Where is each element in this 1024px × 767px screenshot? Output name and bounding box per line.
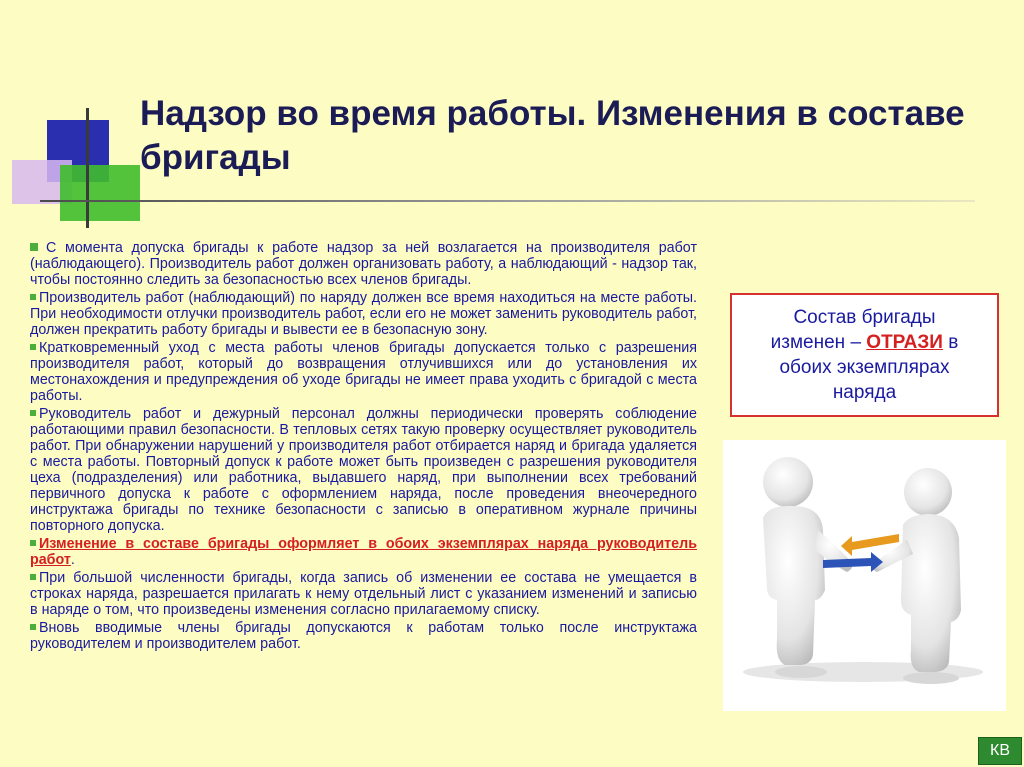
square-bullet-icon: [30, 294, 36, 300]
callout-line-2-pre: изменен –: [770, 332, 867, 353]
slide-body: [30, 240, 697, 654]
paragraph-3: [30, 340, 697, 404]
paragraph-text: При большой численности бригады, когда запись об изменении ее состава не умещается в строках наряда, разрешается прилагать к нему отдельный лист с указанием изменений и записью в наряде о том, что произведены изменения согласно прилагаемому списку.: [30, 570, 697, 618]
slide-title: Надзор во время работы. Изменения в составе бригады: [140, 94, 965, 177]
two-figures-exchange-illustration: [723, 440, 1006, 711]
paragraph-text: Вновь вводимые члены бригады допускаются к работам только после инструктажа руководителем и производителем работ.: [30, 620, 697, 652]
callout-line-2-post: в: [942, 332, 959, 353]
square-bullet-icon: [30, 410, 36, 416]
paragraph-text: Изменение в составе бригады оформляет в обоих экземплярах наряда руководитель работ: [30, 536, 697, 568]
title-divider: [40, 200, 975, 202]
figures-image: [723, 440, 1006, 711]
paragraph-text: Руководитель работ и дежурный персонал должны периодически проверять соблюдение работающими правил безопасности. В тепловых сетях такую проверку осуществляет руководитель работ. При обнаружении нарушений у производителя работ отбирается наряд и бригада удаляется с места работы. Повторный допуск к работе может быть произведен с разрешения руководителя цеха (подразделения) или работника, выдавшего наряд, при выполнении всех требований первичного допуска к работе с оформлением наряда, после проведения внеочередного инструктажа бригады по технике безопасности с записью в оперативном журнале причины повторного допуска.: [30, 406, 697, 534]
kb-badge: КВ: [978, 737, 1022, 765]
square-bullet-icon: [30, 540, 36, 546]
paragraph-6: [30, 570, 697, 618]
square-bullet-icon: [30, 574, 36, 580]
square-bullet-icon: [30, 624, 36, 630]
paragraph-text: Кратковременный уход с места работы членов бригады допускается только с разрешения производителя работ, который до возвращения отлучившихся или до установления их местонахождения и предупреждения об уходе бригады не имеет права уходить с бригадой с места работы.: [30, 340, 697, 404]
decor-green-square: [60, 165, 140, 221]
decor-vertical-line: [86, 108, 89, 228]
paragraph-text: Производитель работ (наблюдающий) по наряду должен все время находиться на месте работы. При необходимости отлучки производитель работ, если его не может заменить руководитель работ, должен прекратить работу бригады и вывести ее в безопасную зону.: [30, 290, 697, 338]
callout-line-1: Состав бригады: [793, 307, 936, 328]
callout-highlight: ОТРАЗИ: [866, 332, 943, 353]
paragraph-5-highlight: [30, 536, 697, 568]
square-bullet-icon: [30, 344, 36, 350]
callout-box: [730, 293, 999, 417]
paragraph-1: [30, 240, 697, 288]
paragraph-text: С момента допуска бригады к работе надзор за ней возлагается на производителя работ (наблюдающего). Производитель работ должен организовать работу, а наблюдающий - надзор так, чтобы постоянно следить за безопасностью всех членов бригады.: [30, 240, 697, 288]
paragraph-2: [30, 290, 697, 338]
callout-line-3: обоих экземплярах: [779, 357, 950, 378]
paragraph-7: [30, 620, 697, 652]
callout-line-4: наряда: [832, 382, 897, 403]
paragraph-4: [30, 406, 697, 534]
square-bullet-icon: [30, 243, 38, 251]
paragraph-suffix: .: [70, 552, 75, 568]
callout-line-2: [771, 330, 959, 355]
